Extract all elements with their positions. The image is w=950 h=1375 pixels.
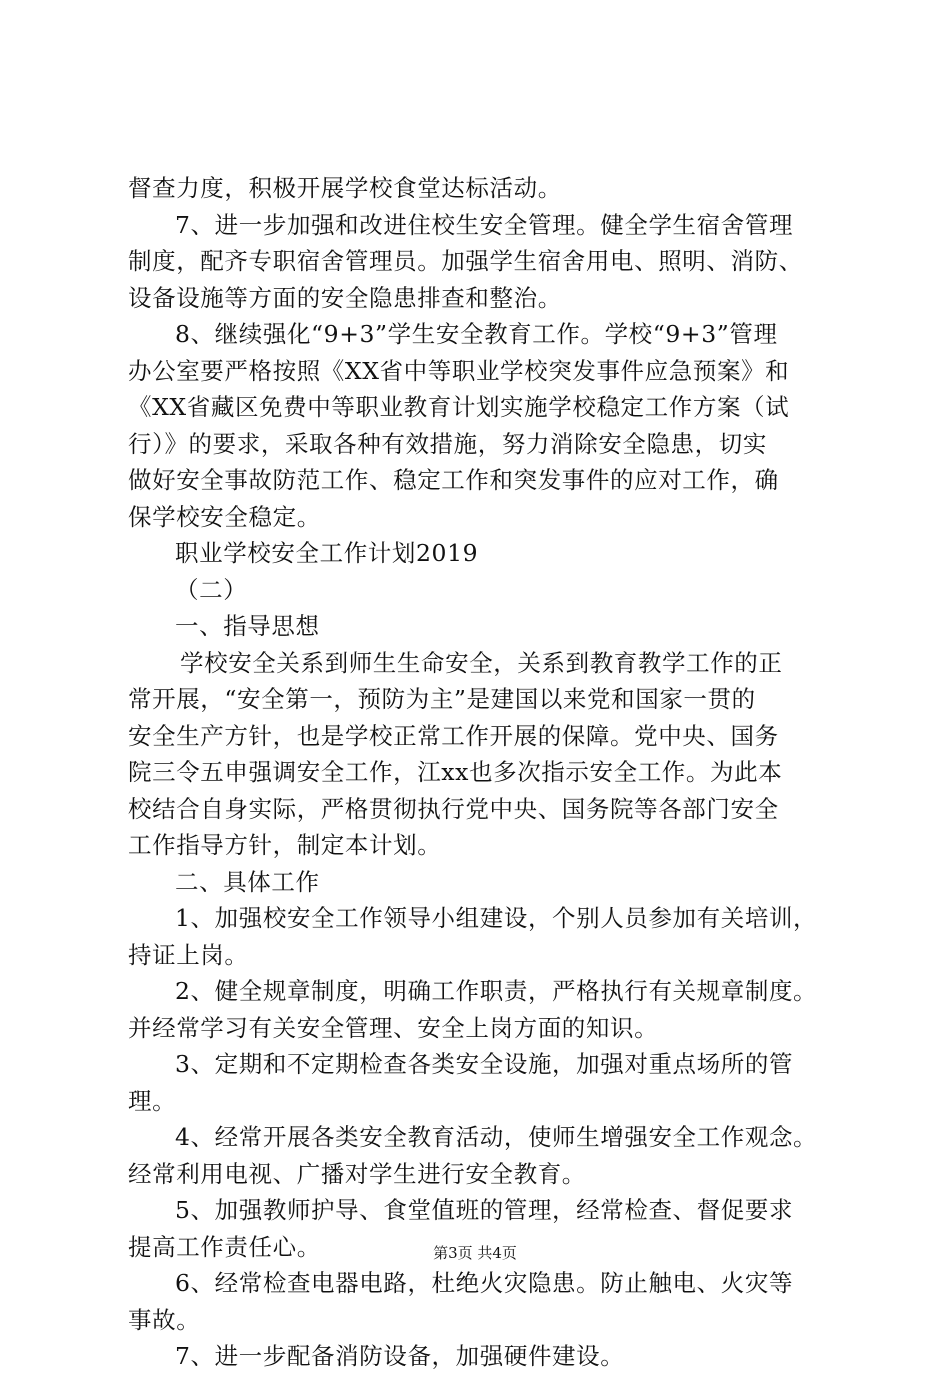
text-line: 做好安全事故防范工作、稳定工作和突发事件的应对工作，确 xyxy=(128,466,779,494)
text-line: 事故。 xyxy=(128,1305,201,1334)
text-line: 6、经常检查电器电路，杜绝火灾隐患。防止触电、火灾等 xyxy=(175,1269,794,1297)
text-line: 并经常学习有关安全管理、安全上岗方面的知识。 xyxy=(128,1013,659,1042)
section-heading: 二、具体工作 xyxy=(175,867,320,896)
text-line: 保学校安全稳定。 xyxy=(128,502,321,531)
section-heading: 一、指导思想 xyxy=(175,612,320,640)
section-title: 职业学校安全工作计划2019 xyxy=(175,539,479,567)
text-line: 制度，配齐专职宿舍管理员。加强学生宿舍用电、照明、消防、 xyxy=(128,247,803,275)
text-line: 1、加强校安全工作领导小组建设，个别人员参加有关培训， xyxy=(175,904,818,932)
text-line: 办公室要严格按照《XX省中等职业学校突发事件应急预案》和 xyxy=(128,356,790,385)
text-line: 督查力度，积极开展学校食堂达标活动。 xyxy=(128,174,562,202)
text-line: 5、加强教师护导、食堂值班的管理，经常检查、督促要求 xyxy=(175,1196,794,1224)
text-line: 7、进一步加强和改进住校生安全管理。健全学生宿舍管理 xyxy=(175,210,794,239)
document-body xyxy=(128,170,848,1375)
text-line: 常开展，“安全第一，预防为主”是建国以来党和国家一贯的 xyxy=(128,685,756,713)
text-line: 3、定期和不定期检查各类安全设施，加强对重点场所的管 xyxy=(175,1050,794,1078)
section-subtitle: （二） xyxy=(175,575,248,604)
text-line: 校结合自身实际，严格贯彻执行党中央、国务院等各部门安全 xyxy=(128,794,779,823)
text-line: 经常利用电视、广播对学生进行安全教育。 xyxy=(128,1159,586,1188)
text-line: 4、经常开展各类安全教育活动，使师生增强安全工作观念。 xyxy=(175,1123,818,1151)
text-line: 《XX省藏区免费中等职业教育计划实施学校稳定工作方案（试 xyxy=(128,393,790,421)
text-line: 安全生产方针，也是学校正常工作开展的保障。党中央、国务 xyxy=(128,721,779,750)
text-line: 学校安全关系到师生生命安全，关系到教育教学工作的正 xyxy=(180,648,783,677)
text-line: 7、进一步配备消防设备，加强硬件建设。 xyxy=(175,1342,625,1370)
text-line: 2、健全规章制度，明确工作职责，严格执行有关规章制度。 xyxy=(175,977,818,1005)
text-line: 8、继续强化“9+3”学生安全教育工作。学校“9+3”管理 xyxy=(175,320,778,348)
text-line: 工作指导方针，制定本计划。 xyxy=(128,831,442,859)
text-line: 提高工作责任心。 xyxy=(128,1232,321,1261)
text-line: 院三令五申强调安全工作，江xx也多次指示安全工作。为此本 xyxy=(128,758,783,786)
text-line: 行）》的要求，采取各种有效措施，努力消除安全隐患，切实 xyxy=(128,429,767,458)
text-line: 持证上岗。 xyxy=(128,940,249,969)
page-number-footer: 第3页 共4页 xyxy=(433,1244,517,1262)
text-line: 理。 xyxy=(128,1086,177,1115)
text-line: 设备设施等方面的安全隐患排查和整治。 xyxy=(128,283,562,312)
